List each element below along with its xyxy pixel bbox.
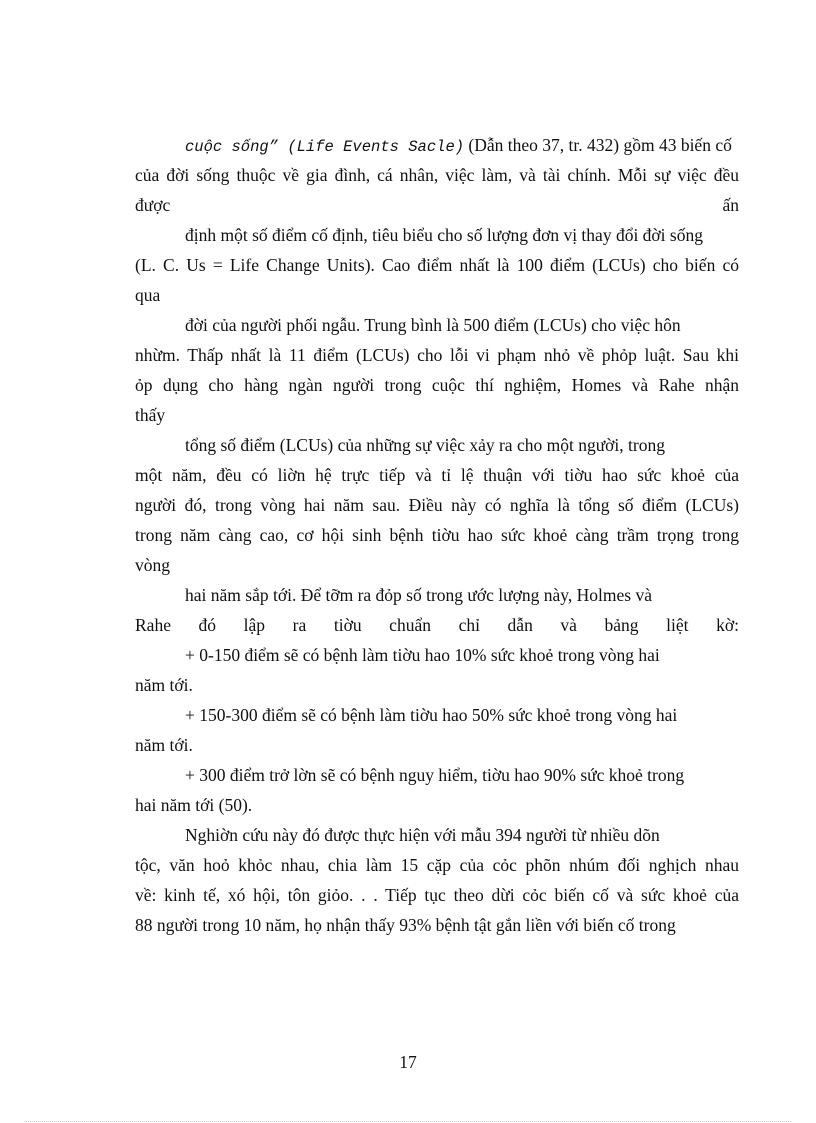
text-line: hai năm tới (50). [135,795,253,815]
text-line [135,190,739,220]
text-line: trong năm càng cao, cơ hội sinh bệnh tiờu hao sức khoẻ càng trầm trọng trong [135,525,739,545]
text-line: hai năm sắp tới. Để tỡm ra đỏp số trong ước lượng này, Holmes và [185,585,652,605]
list-item: + 150-300 điểm sẽ có bệnh làm tiờu hao 50% sức khoẻ trong vòng hai [185,705,678,725]
text-line [135,130,739,160]
page-number: 17 [399,1052,417,1072]
line-text-left: được [135,195,171,215]
text-line: năm tới. [135,675,193,695]
italic-title: cuộc sống” (Life Events Sacle) [185,138,465,156]
text-line: đời của người phối ngẫu. Trung bình là 500 điểm (LCUs) cho việc hôn [185,315,681,335]
list-item: + 300 điểm trở lờn sẽ có bệnh nguy hiểm, tiờu hao 90% sức khoẻ trong [185,765,685,785]
line-text-right: ấn [722,195,739,215]
text-line: Rahe đó lập ra tiờu chuẩn chỉ dẫn và bảng liệt kờ: [135,615,739,635]
text-line: tộc, văn hoỏ khỏc nhau, chia làm 15 cặp của cỏc phõn nhúm đối nghịch nhau [135,855,739,875]
text-line: (L. C. Us = Life Change Units). Cao điểm nhất là 100 điểm (LCUs) cho biến có [135,255,739,275]
text-line: 88 người trong 10 năm, họ nhận thấy 93% bệnh tật gắn liền với biến cố trong [135,915,676,935]
text-line: định một số điểm cố định, tiêu biểu cho số lượng đơn vị thay đổi đời sống [185,225,703,245]
text-line: ỏp dụng cho hàng ngàn người trong cuộc thí nghiệm, Homes và Rahe nhận [135,375,739,395]
text-line: Nghiờn cứu này đó được thực hiện với mẫu 394 người từ nhiều dõn [185,825,660,845]
text-line: của đời sống thuộc về gia đình, cá nhân, việc làm, và tài chính. Mỗi sự việc đều [135,165,739,185]
list-item: + 0-150 điểm sẽ có bệnh làm tiờu hao 10% sức khoẻ trong vòng hai [185,645,660,665]
text-line: năm tới. [135,735,193,755]
line-text: (Dẫn theo 37, tr. 432) gồm 43 biến cố [464,135,732,155]
text-line: tổng số điểm (LCUs) của những sự việc xảy ra cho một người, trong [185,435,665,455]
text-line: nhừm. Thấp nhất là 11 điểm (LCUs) cho lỗi vi phạm nhỏ về phỏp luật. Sau khi [135,345,739,365]
page-bottom-divider [25,1121,791,1122]
text-line: về: kinh tế, xó hội, tôn giỏo. . . Tiếp tục theo dừi cỏc biến cố và sức khoẻ của [135,885,739,905]
body-text [135,130,739,940]
text-line: qua [135,285,161,305]
text-line: một năm, đều có liờn hệ trực tiếp và tỉ lệ thuận với tiờu hao sức khoẻ của [135,465,739,485]
text-line: người đó, trong vòng hai năm sau. Điều này có nghĩa là tổng số điểm (LCUs) [135,495,739,515]
text-line: vòng [135,555,170,575]
text-line: thấy [135,405,166,425]
